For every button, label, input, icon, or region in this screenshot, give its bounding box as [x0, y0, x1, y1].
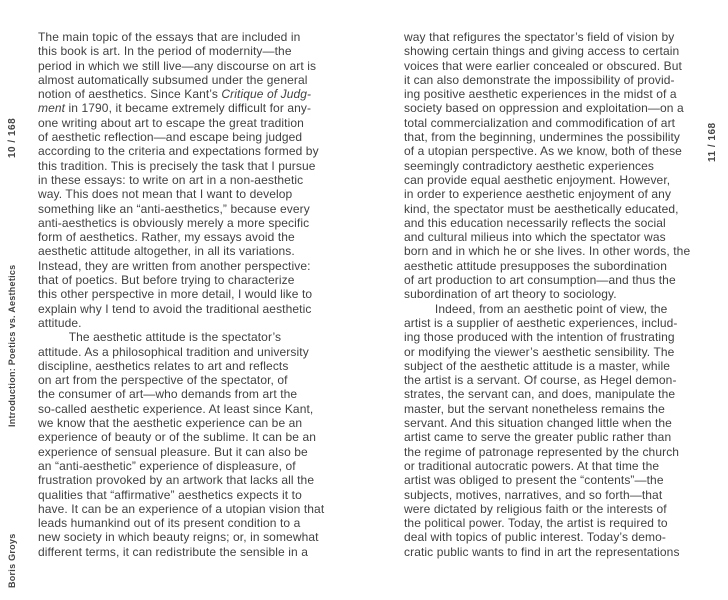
text-line: on art from the perspective of the spectator, of	[38, 373, 288, 388]
left-page-number: 10 / 168	[7, 117, 18, 158]
text-line: aesthetic attitude altogether, in all its variations.	[38, 244, 295, 259]
text-line: the artist is a servant. Of course, as Hegel demon-	[404, 373, 677, 388]
text-line: discipline, aesthetics relates to art and reflects	[38, 358, 289, 373]
text-line: one writing about art to escape the great tradition	[38, 115, 304, 130]
text-line: subordination of art theory to sociology.	[404, 287, 617, 302]
text-line: The main topic of the essays that are included in	[38, 30, 301, 44]
text-line: of art production to art consumption—and thus the	[404, 273, 676, 288]
text-line: it can also demonstrate the impossibility of provid-	[404, 72, 675, 87]
text-line: of aesthetic reflection—and escape being judged	[38, 130, 303, 145]
text-line: attitude.	[38, 315, 82, 330]
text-line: ing those produced with the intention of frustrating	[404, 330, 675, 345]
right-page-number: 11 / 168	[707, 122, 718, 162]
text-line: seemingly contradictory aesthetic experiences	[404, 158, 654, 173]
text-line: and cultural milieus into which the spectator was	[404, 230, 666, 245]
text-line: total commercialization and commodification of art	[404, 115, 676, 130]
text-line: Indeed, from an aesthetic point of view, the	[404, 301, 668, 316]
text-line: born and in which he or she lives. In other words, the	[404, 244, 691, 259]
text-line: can provide equal aesthetic enjoyment. However,	[404, 172, 671, 187]
text-line: the regime of patronage represented by the church	[404, 444, 680, 459]
right-page-text	[404, 30, 720, 559]
text-line: master, but the servant nonetheless remains the	[404, 401, 665, 416]
text-line: experience of beauty or of the sublime. It can be an	[38, 430, 317, 445]
text-line: this other perspective in more detail, I would like to	[38, 287, 313, 302]
text-line: the political power. Today, the artist is required to	[404, 516, 668, 531]
left-page-text	[38, 30, 354, 559]
text-line: the consumer of art—who demands from art the	[38, 387, 298, 402]
text-line: ment in 1790, it became extremely difficult for any-	[38, 101, 312, 116]
text-line: artist came to serve the greater public rather than	[404, 430, 672, 445]
text-line: aesthetic attitude presupposes the subordination	[404, 258, 667, 273]
text-line: way. This does not mean that I want to develop	[38, 187, 293, 202]
text-line: kind, the spectator must be aesthetically educated,	[404, 201, 679, 216]
text-line: of a utopian perspective. As we know, both of these	[404, 144, 682, 159]
text-line: artist is a supplier of aesthetic experiences, includ-	[404, 315, 678, 330]
text-line: period in which we still live—any discourse on art is	[38, 58, 317, 73]
text-line: so-called aesthetic experience. At least since Kant,	[38, 401, 314, 416]
text-line: that of poetics. But before trying to characterize	[38, 273, 295, 288]
text-line: and this education necessarily reflects the social	[404, 215, 666, 230]
text-line: or modifying the viewer’s aesthetic sensibility. The	[404, 344, 675, 359]
text-line: an “anti-aesthetic” experience of displeasure, of	[38, 458, 296, 473]
text-line: strates, the servant can, and does, manipulate the	[404, 387, 676, 402]
text-line: ing positive aesthetic experiences in the midst of a	[404, 87, 677, 102]
text-line: attitude. As a philosophical tradition and university	[38, 344, 309, 359]
text-line: new society in which beauty reigns; or, in somewhat	[38, 530, 319, 545]
text-line: form of aesthetics. Rather, my essays avoid the	[38, 230, 295, 245]
text-line: artist was obliged to present the “contents”—the	[404, 473, 664, 488]
text-line: we know that the aesthetic experience can be an	[38, 416, 303, 431]
text-line: society based on oppression and exploitation—on a	[404, 101, 684, 116]
text-line: this tradition. This is precisely the task that I pursue	[38, 158, 316, 173]
text-line: showing certain things and giving access to certain	[404, 44, 680, 59]
text-line: cratic public wants to find in art the representations	[404, 544, 680, 559]
text-line: way that refigures the spectator’s field of vision by	[404, 30, 675, 44]
text-line: or traditional autocratic powers. At that time the	[404, 458, 660, 473]
text-line: in order to experience aesthetic enjoyment of any	[404, 187, 672, 202]
text-line: something like an “anti-aesthetics,” because every	[38, 201, 310, 216]
text-line: anti-aesthetics is obviously merely a more specific	[38, 215, 310, 230]
text-line: according to the criteria and expectations formed by	[38, 144, 319, 159]
text-line: leads humankind out of its present condition to a	[38, 516, 301, 531]
text-line: different terms, it can redistribute the sensible in a	[38, 544, 308, 559]
text-line: almost automatically subsumed under the general	[38, 72, 308, 87]
text-line: subject of the aesthetic attitude is a master, while	[404, 358, 671, 373]
text-line: that, from the beginning, undermines the possibility	[404, 130, 681, 145]
text-line: subjects, motives, narratives, and so forth—that	[404, 487, 663, 502]
text-line: have. It can be an experience of a utopian vision that	[38, 501, 325, 516]
text-line: were dictated by religious faith or the interests of	[404, 501, 667, 516]
text-line: this book is art. In the period of modernity—the	[38, 44, 292, 59]
text-line: deal with topics of public interest. Today’s demo-	[404, 530, 667, 545]
text-line: qualities that “affirmative” aesthetics expects it to	[38, 487, 302, 502]
text-line: explain why I tend to avoid the traditional aesthetic	[38, 301, 312, 316]
text-line: notion of aesthetics. Since Kant’s Critique of Judg-	[38, 87, 312, 102]
chapter-title: Introduction: Poetics vs. Aesthetics	[7, 264, 17, 427]
text-line: The aesthetic attitude is the spectator’s	[38, 330, 282, 345]
text-line: frustration provoked by an artwork that lacks all the	[38, 473, 315, 488]
author-name: Boris Groys	[7, 533, 17, 588]
text-line: servant. And this situation changed little when the	[404, 416, 672, 431]
text-line: voices that were earlier concealed or obscured. But	[404, 58, 682, 73]
text-line: experience of sensual pleasure. But it can also be	[38, 444, 308, 459]
text-line: Instead, they are written from another perspective:	[38, 258, 311, 273]
text-line: in these essays: to write on art in a non-aesthetic	[38, 172, 304, 187]
